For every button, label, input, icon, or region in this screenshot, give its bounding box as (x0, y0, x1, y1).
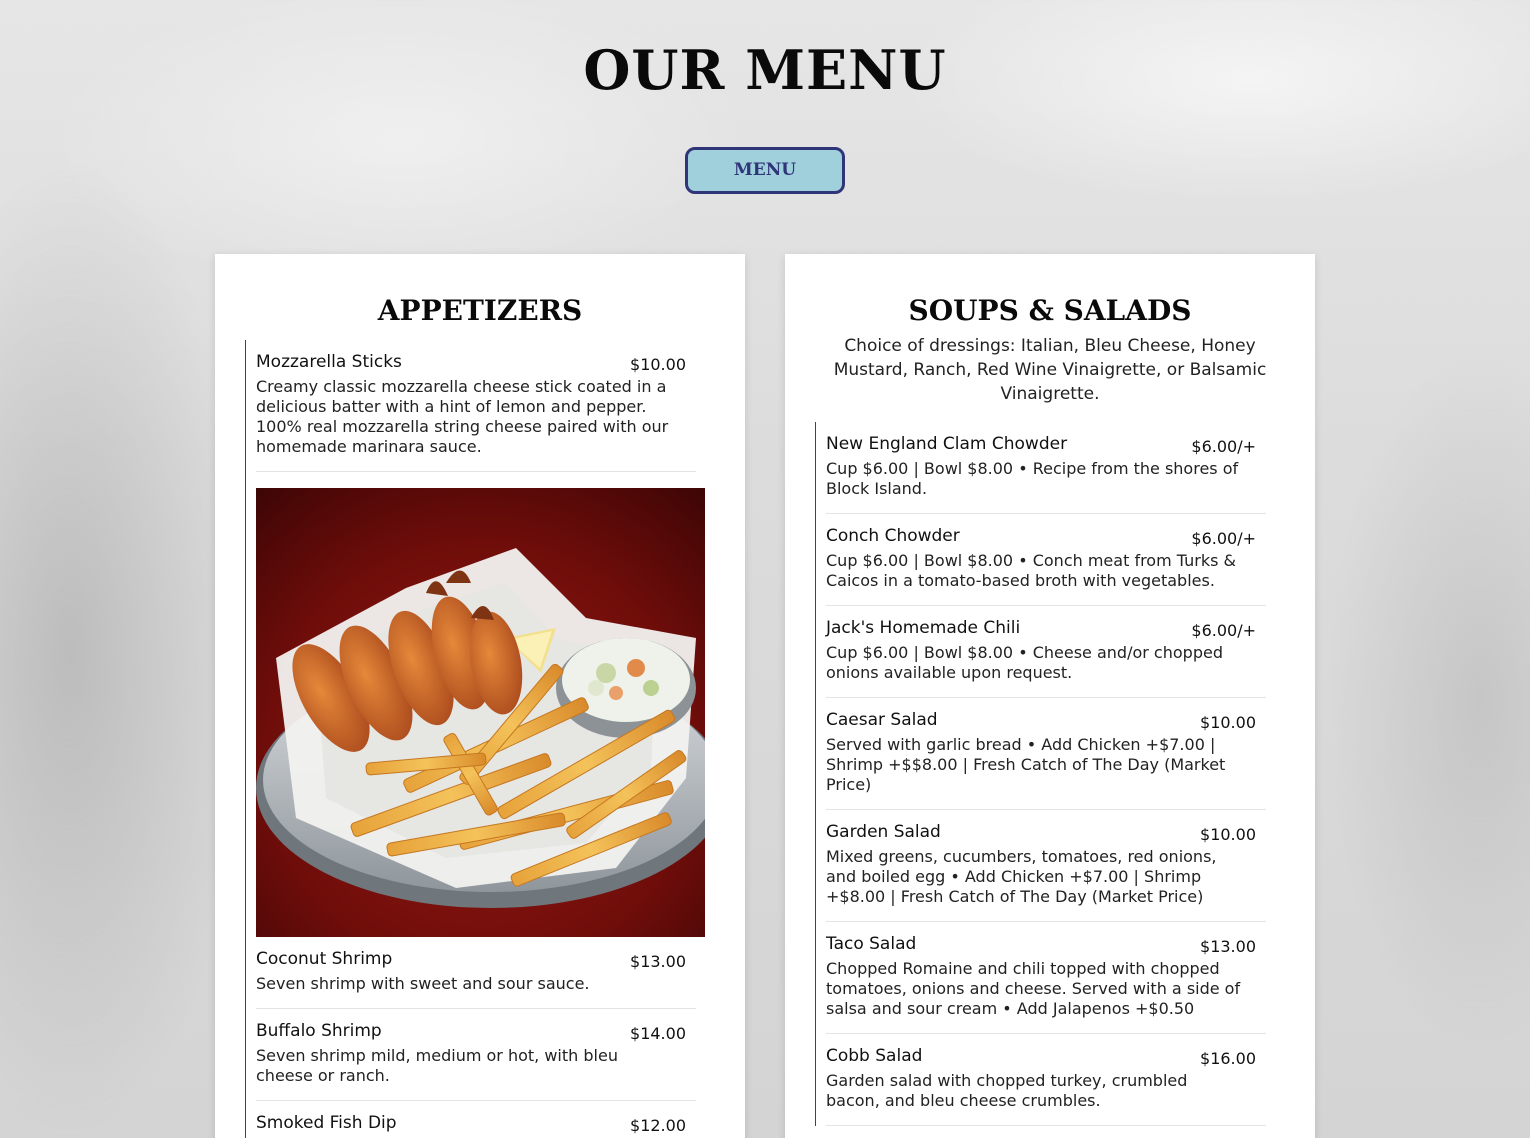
item-name: Taco Salad (826, 934, 917, 954)
menu-button[interactable]: MENU (685, 147, 845, 194)
menu-item (826, 698, 1266, 810)
item-name: Cobb Salad (826, 1046, 923, 1066)
soups-salads-list (815, 422, 1276, 1126)
item-description: Seven shrimp mild, medium or hot, with bleu cheese or ranch. (256, 1046, 618, 1085)
item-description: Served with garlic bread • Add Chicken +$7.00 | Shrimp +$$8.00 | Fresh Catch of The Day (Market Price) (826, 735, 1226, 794)
menu-item (256, 340, 696, 472)
item-price: $10.00 (1200, 713, 1256, 732)
appetizers-title: APPETIZERS (377, 294, 583, 327)
item-description: Creamy classic mozzarella cheese stick coated in a delicious batter with a hint of lemon and pepper. 100% real mozzarella string cheese paired with our homemade marinara sauce. (256, 377, 669, 456)
item-name: Mozzarella Sticks (256, 352, 402, 372)
item-name: Conch Chowder (826, 526, 960, 546)
item-description: Seven shrimp with sweet and sour sauce. (256, 974, 590, 993)
item-price: $13.00 (630, 952, 686, 971)
item-description: Chopped Romaine and chili topped with chopped tomatoes, onions and cheese. Served with a side of salsa and sour cream • Add Jalapenos +$0.50 (826, 959, 1241, 1018)
item-name: Caesar Salad (826, 710, 938, 730)
fried-shrimp-basket-photo (256, 488, 705, 937)
menu-item (826, 514, 1266, 606)
dressings-note: Choice of dressings: Italian, Bleu Cheese, Honey Mustard, Ranch, Red Wine Vinaigrette, or Balsamic Vinaigrette. (833, 336, 1267, 404)
appetizers-list (245, 340, 706, 1138)
item-description: Garden salad with chopped turkey, crumbled bacon, and bleu cheese crumbles. (826, 1071, 1188, 1110)
item-name: Coconut Shrimp (256, 949, 393, 969)
item-name: Buffalo Shrimp (256, 1021, 382, 1041)
menu-item (256, 1009, 696, 1101)
item-name: Smoked Fish Dip (256, 1113, 397, 1133)
item-price: $6.00/+ (1191, 529, 1256, 548)
item-price: $13.00 (1200, 937, 1256, 956)
item-price: $14.00 (630, 1024, 686, 1043)
menu-item (256, 937, 696, 1009)
menu-item (826, 810, 1266, 922)
item-price: $6.00/+ (1191, 437, 1256, 456)
soups-salads-card (785, 254, 1315, 1138)
item-price: $10.00 (630, 355, 686, 374)
item-price: $10.00 (1200, 825, 1256, 844)
menu-item (826, 422, 1266, 514)
page-title: OUR MENU (583, 38, 947, 102)
menu-item (826, 1034, 1266, 1126)
item-price: $6.00/+ (1191, 621, 1256, 640)
menu-item (256, 1101, 696, 1138)
item-name: Jack's Homemade Chili (826, 618, 1021, 638)
item-description: Cup $6.00 | Bowl $8.00 • Recipe from the shores of Block Island. (826, 459, 1239, 498)
item-name: New England Clam Chowder (826, 434, 1068, 454)
appetizers-card (215, 254, 745, 1138)
item-description: Cup $6.00 | Bowl $8.00 • Cheese and/or chopped onions available upon request. (826, 643, 1223, 682)
item-name: Garden Salad (826, 822, 941, 842)
soups-salads-title: SOUPS & SALADS (908, 294, 1192, 327)
item-description: Cup $6.00 | Bowl $8.00 • Conch meat from Turks & Caicos in a tomato-based broth with vegetables. (826, 551, 1236, 590)
item-price: $12.00 (630, 1116, 686, 1135)
menu-item (826, 606, 1266, 698)
menu-item (826, 922, 1266, 1034)
item-price: $16.00 (1200, 1049, 1256, 1068)
item-description: Mixed greens, cucumbers, tomatoes, red onions, and boiled egg • Add Chicken +$7.00 | Shrimp +$8.00 | Fresh Catch of The Day (Market Price) (826, 847, 1217, 906)
